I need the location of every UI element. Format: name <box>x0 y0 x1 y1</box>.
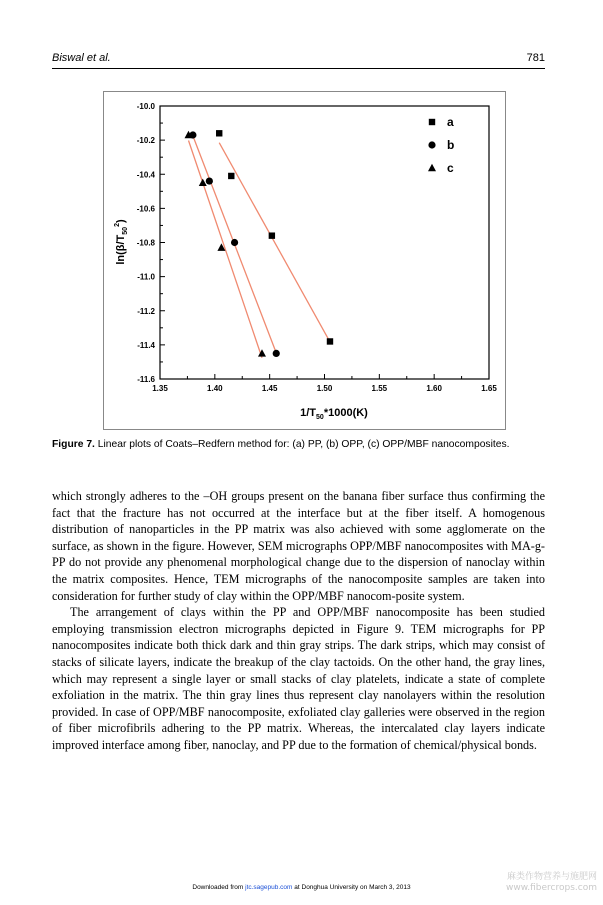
legend-marker-a <box>429 119 435 125</box>
figure-caption-text: Linear plots of Coats–Redfern method for: (a) PP, (b) OPP, (c) OPP/MBF nanocomposites. <box>94 439 510 450</box>
running-head-authors: Biswal et al. <box>52 52 111 64</box>
data-point-a <box>327 338 333 344</box>
x-tick-label: 1.35 <box>152 384 168 393</box>
x-axis-label: $1/T_{50}*1000(K)$ <box>300 407 368 421</box>
data-point-a <box>216 130 222 136</box>
watermark-line-1: 麻类作物营养与施肥网 <box>506 872 597 882</box>
legend-label-c: c <box>447 161 454 175</box>
data-points-layer <box>185 130 334 357</box>
figure-caption <box>52 437 545 452</box>
figure-caption-label: Figure 7. <box>52 439 95 450</box>
page-number: 781 <box>526 52 545 64</box>
watermark-line-2: www.fibercrops.com <box>506 883 597 893</box>
y-axis-label: $\ln(\beta/T_{50}^2)$ <box>114 219 129 265</box>
legend-label-b: b <box>447 138 455 152</box>
plot-area-frame <box>160 106 489 379</box>
data-point-a <box>228 173 234 179</box>
data-point-b <box>231 239 238 246</box>
x-tick-label: 1.60 <box>426 384 442 393</box>
y-tick-label: -10.8 <box>136 238 155 248</box>
data-point-b <box>206 177 213 184</box>
data-point-a <box>269 232 275 238</box>
paragraph-2: The arrangement of clays within the PP and OPP/MBF nanocomposite has been studied employing transmission electron micrographs depicted in Figure 9. TEM micrographs for PP nanocomposites indicate both thick dark and thin gray strips. The dark strips, which may consist of stacks of silicate layers, indicate the breakup of the clay tactoids. On the other hand, the gray lines, which may represent a single layer or small stacks of clay platelets, indicate a state of complete exfoliation in the matrix. The thin gray lines thus represent clay nanolayers within the resolution provided. In case of OPP/MBF nanocomposite, exfoliated clay galleries were observed in the region of fiber microfibrils adhering to the PP matrix. Whereas, the intercalated clay layers indicate improved interface among fiber, nanoclay, and PP due to the formation of chemical/physical bonds. <box>52 605 545 752</box>
paragraph-1: which strongly adheres to the –OH groups present on the banana fiber surface thus confirming the fact that the fracture has not occurred at the interface but at the fiber itself. A homogenous distribution of nanoparticles in the PP matrix was also achieved with some agglomerate on the surface, as shown in the figure. However, SEM micrographs OPP/MBF nanocomposites with MA-g-PP do not provide any phenomenal morphological change due to the dispersion of nanoclay within the matrix composites. Hence, TEM micrographs of the nanocomposite samples are taken into consideration for further study of clay within the OPP/MBF nanocom-posite system. <box>52 489 545 603</box>
y-tick-label: -10.0 <box>136 102 155 111</box>
y-tick-label: -11.0 <box>137 272 155 282</box>
coats-redfern-chart <box>104 92 505 429</box>
x-tick-label: 1.55 <box>371 384 388 393</box>
y-tick-label: -10.4 <box>136 170 155 180</box>
legend-marker-b <box>428 141 435 148</box>
fit-lines-layer <box>189 136 330 358</box>
x-tick-label: 1.65 <box>481 384 497 393</box>
legend-marker-c <box>428 164 436 171</box>
y-tick-label: -11.2 <box>137 306 155 316</box>
y-tick-label: -11.6 <box>137 375 155 384</box>
legend <box>428 115 454 175</box>
y-tick-label: -10.6 <box>136 204 155 214</box>
body-text <box>52 488 545 754</box>
site-watermark <box>506 872 597 894</box>
data-point-b <box>273 350 280 357</box>
fit-line-c <box>189 141 262 358</box>
y-tick-label: -10.2 <box>136 136 155 146</box>
x-tick-label: 1.40 <box>207 384 223 393</box>
y-tick-label: -11.4 <box>137 340 155 350</box>
header-rule <box>52 68 545 69</box>
footer-prefix: Downloaded from <box>192 884 246 891</box>
x-tick-label: 1.45 <box>261 384 278 393</box>
legend-label-a: a <box>447 115 454 129</box>
footer-suffix: at Donghua University on March 3, 2013 <box>292 884 411 891</box>
figure-7-frame <box>103 91 506 430</box>
data-point-c <box>199 179 207 186</box>
x-tick-label: 1.50 <box>316 384 333 393</box>
footer-link[interactable]: jtc.sagepub.com <box>245 884 293 891</box>
